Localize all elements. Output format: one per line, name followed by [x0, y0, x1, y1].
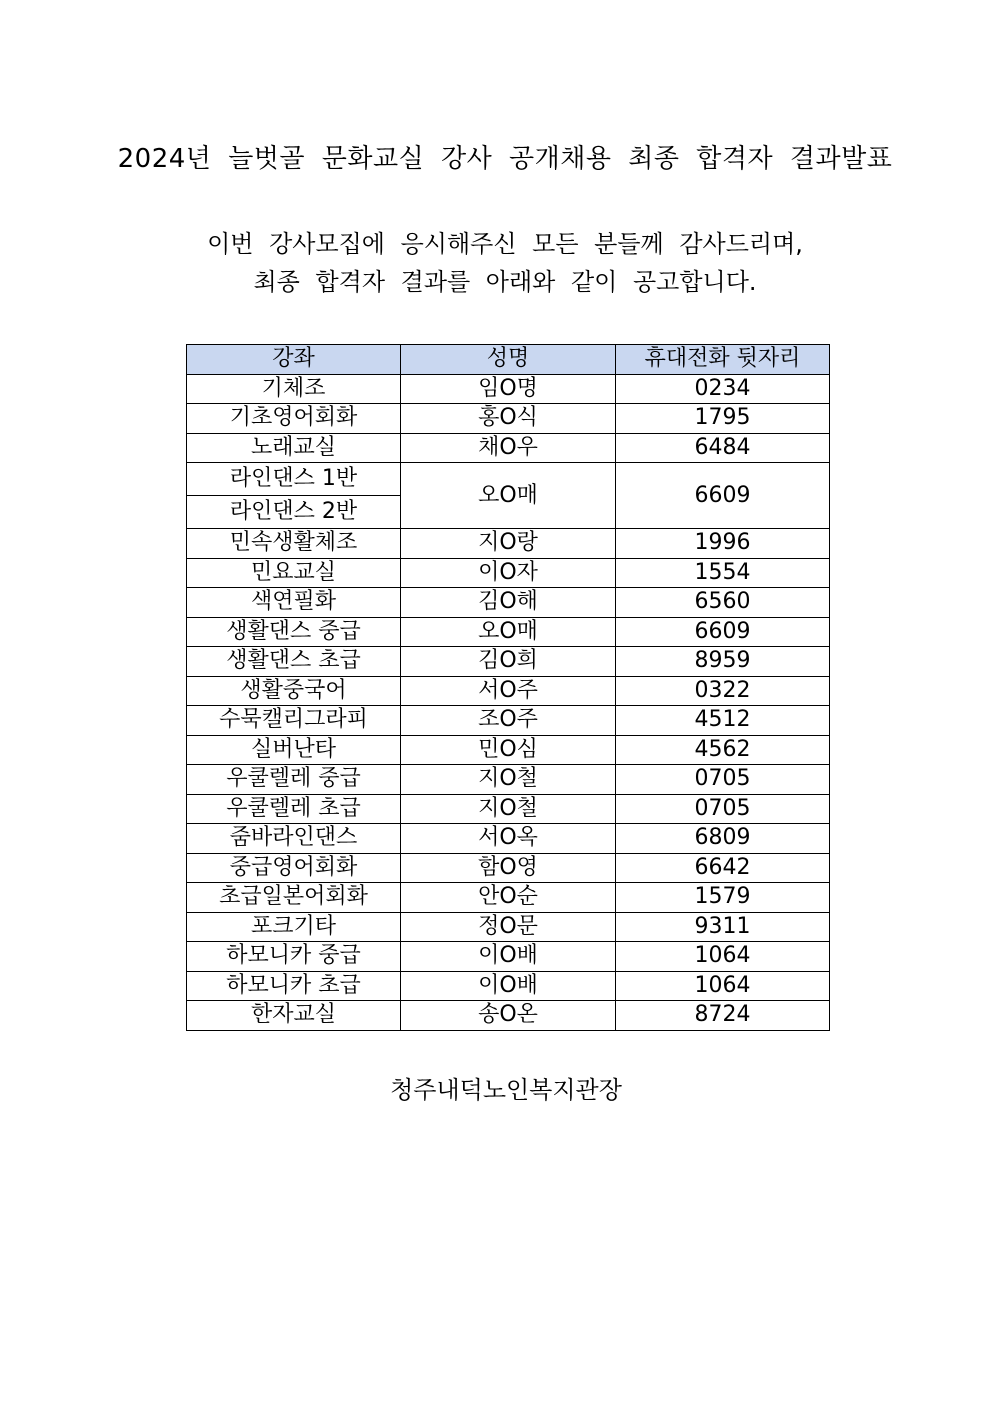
phone-cell: 8959 [616, 647, 830, 677]
phone-cell: 1064 [616, 971, 830, 1001]
table-row [187, 1001, 830, 1031]
table-row [187, 735, 830, 765]
table-row [187, 824, 830, 854]
table-row [187, 404, 830, 434]
name-cell: 서O옥 [401, 824, 616, 854]
course-cell: 기체조 [187, 374, 401, 404]
phone-cell: 6609 [616, 463, 830, 529]
course-cell: 수묵캘리그라피 [187, 706, 401, 736]
name-cell: 지O랑 [401, 529, 616, 559]
course-cell: 초급일본어회화 [187, 883, 401, 913]
header-course: 강좌 [187, 345, 401, 375]
name-cell: 이O배 [401, 942, 616, 972]
course-cell: 민요교실 [187, 558, 401, 588]
course-cell: 하모니카 중급 [187, 942, 401, 972]
table-row [187, 765, 830, 795]
course-cell: 민속생활체조 [187, 529, 401, 559]
course-cell: 생활댄스 중급 [187, 617, 401, 647]
table-row [187, 706, 830, 736]
table-row [187, 794, 830, 824]
issuer-signature: 청주내덕노인복지관장 [390, 1076, 622, 1104]
table-row [187, 647, 830, 677]
course-cell: 기초영어회화 [187, 404, 401, 434]
table-row [187, 588, 830, 618]
course-cell: 우쿨렐레 초급 [187, 794, 401, 824]
phone-cell: 8724 [616, 1001, 830, 1031]
course-cell: 생활중국어 [187, 676, 401, 706]
name-cell: 민O심 [401, 735, 616, 765]
header-phone: 휴대전화 뒷자리 [616, 345, 830, 375]
course-cell: 줌바라인댄스 [187, 824, 401, 854]
phone-cell: 6642 [616, 853, 830, 883]
name-cell: 정O문 [401, 912, 616, 942]
phone-cell: 6809 [616, 824, 830, 854]
name-cell: 오O매 [401, 617, 616, 647]
phone-cell: 4512 [616, 706, 830, 736]
name-cell: 이O자 [401, 558, 616, 588]
course-cell: 라인댄스 2반 [187, 496, 401, 529]
name-cell: 지O철 [401, 794, 616, 824]
phone-cell: 1554 [616, 558, 830, 588]
name-cell: 임O명 [401, 374, 616, 404]
phone-cell: 0705 [616, 794, 830, 824]
table-row [187, 529, 830, 559]
table-row [187, 883, 830, 913]
table-row [187, 463, 830, 496]
document-title: 2024년 늘벗골 문화교실 강사 공개채용 최종 합격자 결과발표 [117, 144, 893, 174]
name-cell: 조O주 [401, 706, 616, 736]
name-cell: 김O희 [401, 647, 616, 677]
phone-cell: 0705 [616, 765, 830, 795]
course-cell: 색연필화 [187, 588, 401, 618]
table-row [187, 853, 830, 883]
table-row [187, 942, 830, 972]
course-cell: 라인댄스 1반 [187, 463, 401, 496]
phone-cell: 1064 [616, 942, 830, 972]
name-cell: 송O온 [401, 1001, 616, 1031]
header-name: 성명 [401, 345, 616, 375]
phone-cell: 6484 [616, 433, 830, 463]
course-cell: 한자교실 [187, 1001, 401, 1031]
phone-cell: 1795 [616, 404, 830, 434]
phone-cell: 6560 [616, 588, 830, 618]
table-header-row [187, 345, 830, 375]
name-cell: 홍O식 [401, 404, 616, 434]
name-cell: 지O철 [401, 765, 616, 795]
table-row [187, 971, 830, 1001]
results-table [186, 344, 830, 1031]
intro-line-1: 이번 강사모집에 응시해주신 모든 분들께 감사드리며, [207, 230, 803, 258]
phone-cell: 1996 [616, 529, 830, 559]
name-cell: 이O배 [401, 971, 616, 1001]
name-cell: 서O주 [401, 676, 616, 706]
table-row [187, 558, 830, 588]
course-cell: 생활댄스 초급 [187, 647, 401, 677]
phone-cell: 4562 [616, 735, 830, 765]
name-cell: 오O매 [401, 463, 616, 529]
table-row [187, 676, 830, 706]
course-cell: 포크기타 [187, 912, 401, 942]
course-cell: 중급영어회화 [187, 853, 401, 883]
phone-cell: 0322 [616, 676, 830, 706]
name-cell: 안O순 [401, 883, 616, 913]
course-cell: 우쿨렐레 중급 [187, 765, 401, 795]
name-cell: 채O우 [401, 433, 616, 463]
course-cell: 하모니카 초급 [187, 971, 401, 1001]
phone-cell: 1579 [616, 883, 830, 913]
intro-line-2: 최종 합격자 결과를 아래와 같이 공고합니다. [253, 268, 757, 296]
table-row [187, 912, 830, 942]
table-row [187, 433, 830, 463]
table-row [187, 374, 830, 404]
phone-cell: 6609 [616, 617, 830, 647]
table-row [187, 617, 830, 647]
name-cell: 함O영 [401, 853, 616, 883]
course-cell: 실버난타 [187, 735, 401, 765]
course-cell: 노래교실 [187, 433, 401, 463]
name-cell: 김O해 [401, 588, 616, 618]
phone-cell: 9311 [616, 912, 830, 942]
phone-cell: 0234 [616, 374, 830, 404]
